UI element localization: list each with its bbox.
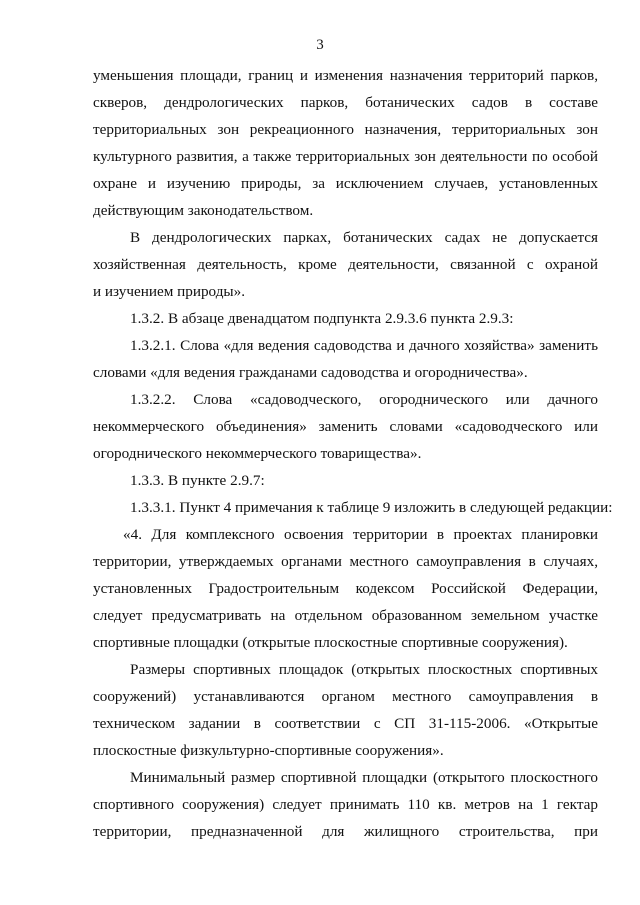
text-line: установленных Градостроительным кодексом Российской Федерации, — [93, 580, 598, 597]
text-line: Размеры спортивных площадок (открытых плоскостных спортивных — [130, 661, 598, 678]
text-line: спортивные площадки (открытые плоскостные спортивные сооружения). — [93, 634, 568, 651]
page-number: 3 — [316, 37, 324, 53]
text-line: 1.3.2. В абзаце двенадцатом подпункта 2.9.3.6 пункта 2.9.3: — [130, 310, 514, 327]
text-line: В дендрологических парках, ботанических садах не допускается — [130, 229, 598, 246]
text-line: техническом задании в соответствии с СП 31-115-2006. «Открытые — [93, 715, 598, 732]
text-line: 1.3.2.2. Слова «садоводческого, огороднического или дачного — [130, 391, 598, 408]
text-line: действующим законодательством. — [93, 202, 314, 219]
text-line: «4. Для комплексного освоения территории в проектах планировки — [123, 526, 598, 543]
text-line: культурного развития, а также территориальных зон деятельности по особой — [93, 148, 598, 165]
text-line: 1.3.3.1. Пункт 4 примечания к таблице 9 изложить в следующей редакции: — [130, 499, 613, 516]
text-line: Минимальный размер спортивной площадки (открытого плоскостного — [130, 769, 598, 786]
text-line: и изучением природы». — [93, 283, 246, 300]
text-line: словами «для ведения гражданами садоводства и огородничества». — [93, 364, 528, 381]
text-line: 1.3.3. В пункте 2.9.7: — [130, 472, 265, 489]
text-line: некоммерческого объединения» заменить словами «садоводческого или — [93, 418, 598, 435]
text-line: охране и изучению природы, за исключением случаев, установленных — [93, 175, 598, 192]
text-line: хозяйственная деятельность, кроме деятельности, связанной с охраной — [93, 256, 598, 273]
text-line: огороднического некоммерческого товарищества». — [93, 445, 422, 462]
text-line: территории, предназначенной для жилищного строительства, при — [93, 823, 598, 840]
text-line: плоскостные физкультурно-спортивные сооружения». — [93, 742, 444, 759]
text-line: следует предусматривать на отдельном образованном земельном участке — [93, 607, 598, 624]
text-line: территориальных зон рекреационного назначения, территориальных зон — [93, 121, 598, 138]
text-line: скверов, дендрологических парков, ботанических садов в составе — [93, 94, 598, 111]
text-line: сооружений) устанавливаются органом местного самоуправления в — [93, 688, 598, 705]
text-line: спортивного сооружения) следует принимать 110 кв. метров на 1 гектар — [93, 796, 598, 813]
text-line: 1.3.2.1. Слова «для ведения садоводства и дачного хозяйства» заменить — [130, 337, 598, 354]
text-line: уменьшения площади, границ и изменения назначения территорий парков, — [93, 67, 598, 84]
text-line: территории, утверждаемых органами местного самоуправления в случаях, — [93, 553, 598, 570]
